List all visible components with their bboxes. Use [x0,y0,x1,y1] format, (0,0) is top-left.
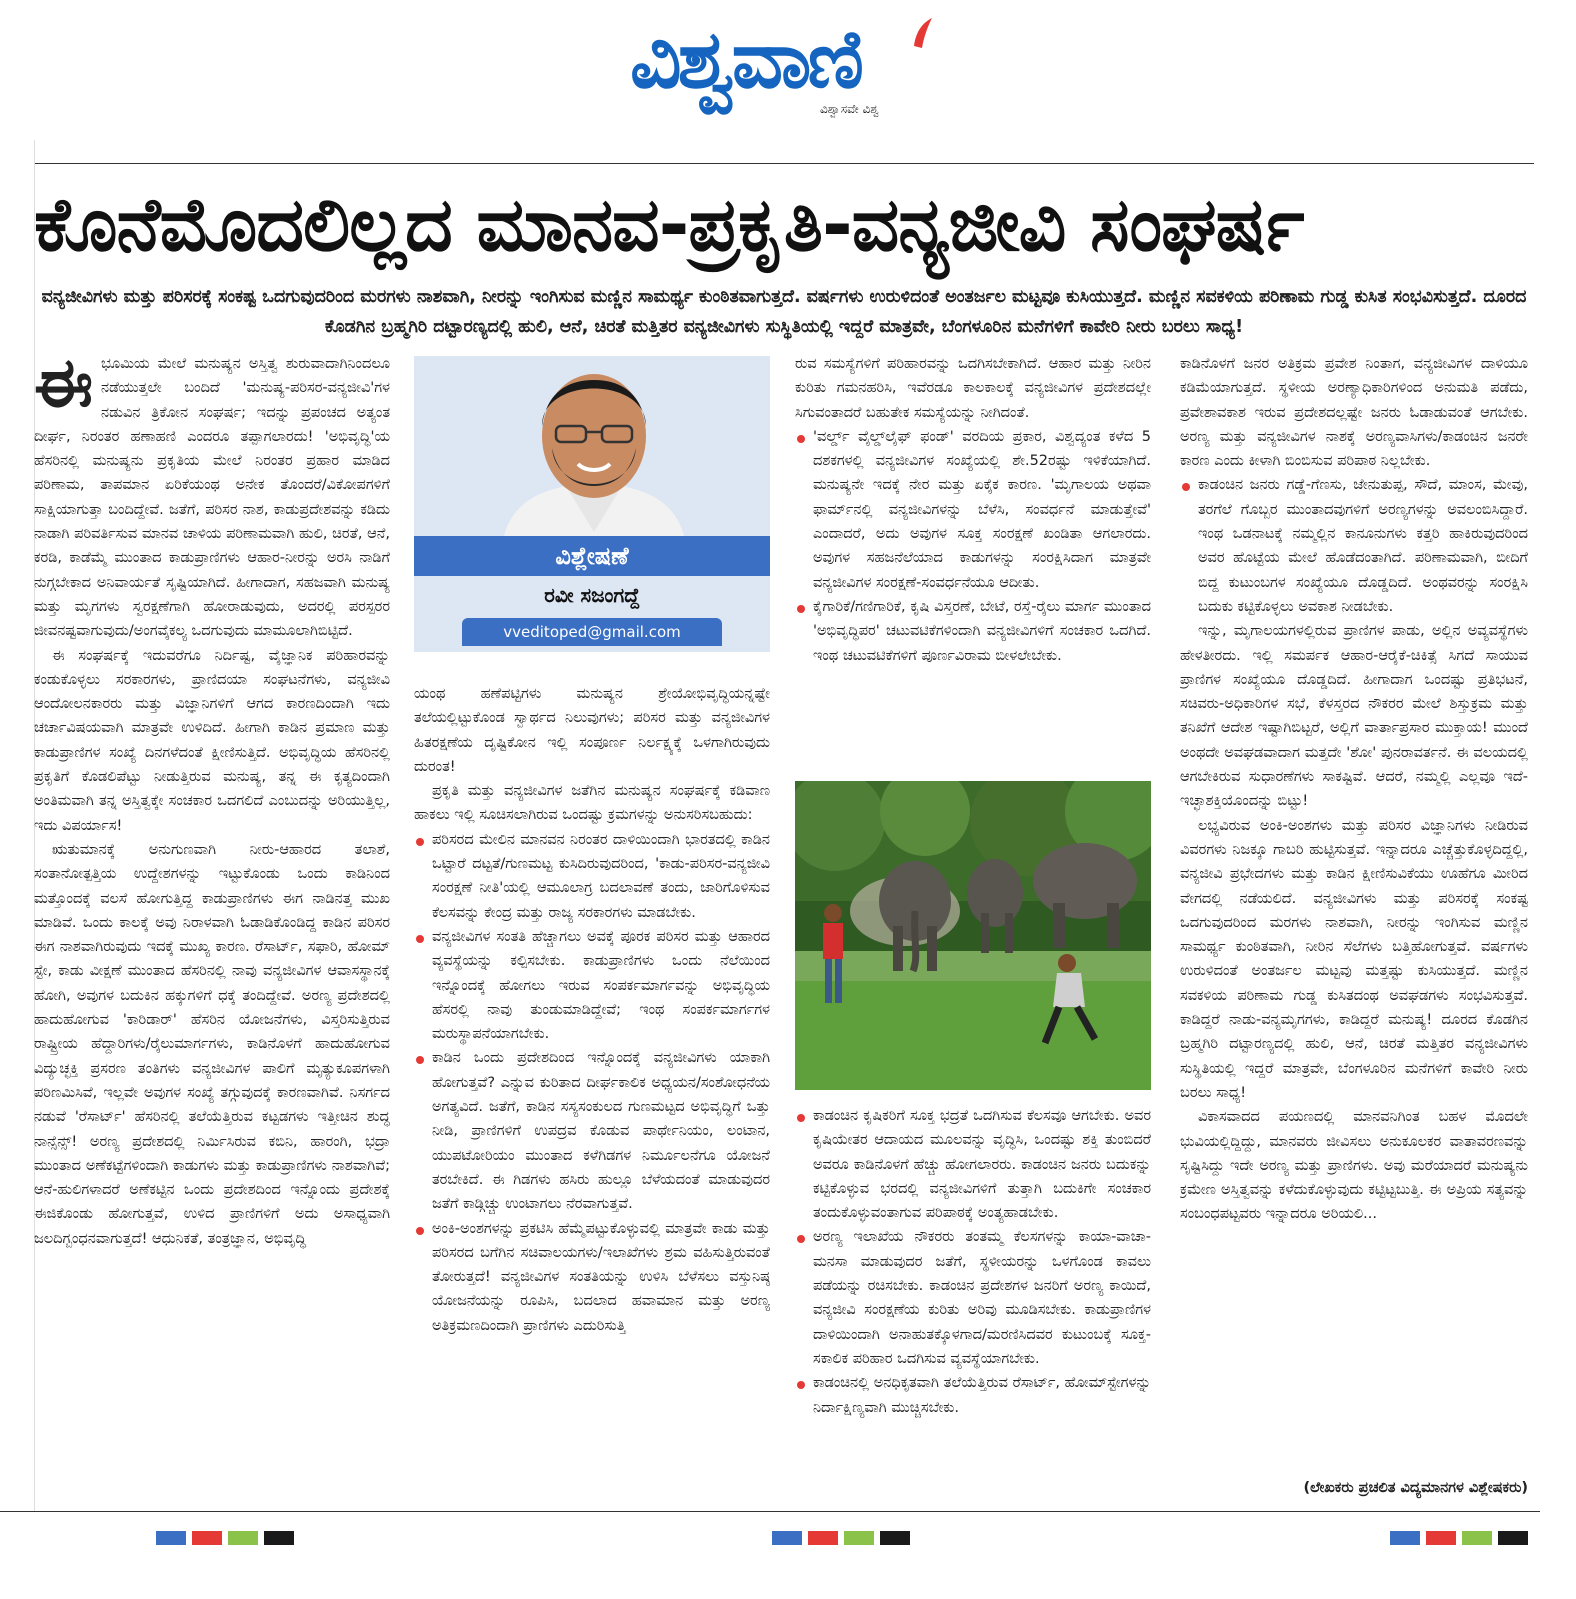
red-bullet-icon [416,1227,424,1235]
red-bullet-icon [797,1114,805,1122]
article-column-3 [795,352,1151,772]
drop-cap: ಈ [34,352,94,423]
list-item: ಕೈಗಾರಿಕೆ/ಗಣಿಗಾರಿಕೆ, ಕೃಷಿ ವಿಸ್ತರಣೆ, ಬೇಟೆ, ರಸ್ತೆ-ರೈಲು ಮಾರ್ಗ ಮುಂತಾದ 'ಅಭಿವೃದ್ಧಿಪರ' ಚಟುವಟಿಕೆಗಳಿಂದಾಗಿ ವನ್ಯಜೀವಿಗಳಿಗೆ ಸಂಚಕಾರ ಒದಗಿದೆ. ಇಂಥ ಚಟುವಟಿಕೆಗಳಿಗೆ ಪೂರ್ಣವಿರಾಮ ಬೀಳಲೇಬೇಕು. [795,595,1151,668]
list-item: 'ವರ್ಲ್ಡ್ ವೈಲ್ಡ್‌ಲೈಫ್ ಫಂಡ್' ವರದಿಯ ಪ್ರಕಾರ, ವಿಶ್ವದ್ಯಂತ ಕಳೆದ 5 ದಶಕಗಳಲ್ಲಿ ವನ್ಯಜೀವಿಗಳ ಸಂಖ್ಯೆಯಲ್ಲಿ ಶೇ.52ರಷ್ಟು ಇಳಿಕೆಯಾಗಿದೆ. ಮನುಷ್ಯನೇ ಇದಕ್ಕೆ ನೇರ ಮತ್ತು ಏಕೈಕ ಕಾರಣ. 'ಮೃಗಾಲಯ ಅಥವಾ ಫಾರ್ಮ್‌ನಲ್ಲಿ ವನ್ಯಜೀವಿಗಳನ್ನು ಬೆಳೆಸಿ, ಸಂವರ್ಧನೆ ಮಾಡುತ್ತೇವೆ' ಎಂದಾದರೆ, ಅದು ಅವುಗಳ ಸೂಕ್ತ ಸಂರಕ್ಷಣೆ ಖಂಡಿತಾ ಆಗಲಾರದು. ಅವುಗಳ ಸಹಜನೆಲೆಯಾದ ಕಾಡುಗಳನ್ನು ಸಂರಕ್ಷಿಸಿದಾಗ ಮಾತ್ರವೇ ವನ್ಯಜೀವಿಗಳ ಸಂರಕ್ಷಣೆ-ಸಂವರ್ಧನೆಯೂ ಆದೀತು. [795,425,1151,595]
list-item: ಕಾಡಂಚಿನ ಕೃಷಿಕರಿಗೆ ಸೂಕ್ತ ಭದ್ರತೆ ಒದಗಿಸುವ ಕೆಲಸವೂ ಆಗಬೇಕು. ಅವರ ಕೃಷಿಯೇತರ ಆದಾಯದ ಮೂಲವನ್ನು ವೃದ್ಧಿಸಿ, ಒಂದಷ್ಟು ಶಕ್ತಿ ತುಂಬಿದರೆ ಅವರೂ ಕಾಡಿನೊಳಗೆ ಹೆಚ್ಚು ಹೋಗಲಾರರು. ಕಾಡಂಚಿನ ಜನರು ಬದುಕನ್ನು ಕಟ್ಟಿಕೊಳ್ಳುವ ಭರದಲ್ಲಿ ವನ್ಯಜೀವಿಗಳಿಗೆ ತುತ್ತಾಗಿ ಬದುಕಿಗೇ ಸಂಚಕಾರ ತಂದುಕೊಳ್ಳುವಂತಾಗುವ ಪರಿಪಾಠಕ್ಕೆ ಅಂತ್ಯಹಾಡಬೇಕು. [795,1104,1151,1225]
author-credit: (ಲೇಖಕರು ಪ್ರಚಲಿತ ವಿದ್ಯಮಾನಗಳ ವಿಶ್ಲೇಷಕರು) [1303,1480,1528,1496]
article-column-3-continued [795,1104,1151,1492]
cropped-top-strip [34,128,1534,142]
bullet-list [795,1104,1151,1420]
paragraph: ರುವ ಸಮಸ್ಯೆಗಳಿಗೆ ಪರಿಹಾರವನ್ನು ಒದಗಿಸಬೇಕಾಗಿದೆ. ಆಹಾರ ಮತ್ತು ನೀರಿನ ಕುರಿತು ಗಮನಹರಿಸಿ, ಇವೆರಡೂ ಕಾಲಕಾಲಕ್ಕೆ ವನ್ಯಜೀವಿಗಳ ಪ್ರದೇಶದಲ್ಲೇ ಸಿಗುವಂತಾದರೆ ಬಹುತೇಕ ಸಮಸ್ಯೆಯನ್ನು ನೀಗಿದಂತೆ. [795,356,1151,421]
red-bullet-icon [416,935,424,943]
paragraph: ಲಭ್ಯವಿರುವ ಅಂಕಿ-ಅಂಶಗಳು ಮತ್ತು ಪರಿಸರ ವಿಜ್ಞಾನಿಗಳು ನೀಡಿರುವ ವಿವರಗಳು ನಿಜಕ್ಕೂ ಗಾಬರಿ ಹುಟ್ಟಿಸುತ್ತವೆ. ಇನ್ನಾದರೂ ಎಚ್ಚೆತ್ತುಕೊಳ್ಳದಿದ್ದಲ್ಲಿ, ವನ್ಯಜೀವಿ ಪ್ರಭೇದಗಳು ಮತ್ತು ಕಾಡಿನ ಕ್ಷೀಣಿಸುವಿಕೆಯು ಊಹೆಗೂ ಮೀರಿದ ವೇಗದಲ್ಲಿ ನಡೆಯಲಿದೆ. ವನ್ಯಜೀವಿಗಳು ಮತ್ತು ಪರಿಸರಕ್ಕೆ ಸಂಕಷ್ಟ ಒದಗುವುದರಿಂದ ಮರಗಳು ನಾಶವಾಗಿ, ನೀರನ್ನು ಇಂಗಿಸುವ ಮಣ್ಣಿನ ಸಾಮರ್ಥ್ಯ ಕುಂಠಿತವಾಗಿ, ನೀರಿನ ಸೆಲೆಗಳು ಬತ್ತಿಹೋಗುತ್ತವೆ. ವರ್ಷಗಳು ಉರುಳಿದಂತೆ ಅಂತರ್ಜಲ ಮಟ್ಟವು ಮತ್ತಷ್ಟು ಕುಸಿಯುತ್ತದೆ. ಮಣ್ಣಿನ ಸವಕಳಿಯ ಪರಿಣಾಮ ಗುಡ್ಡ ಕುಸಿತದಂಥ ಅವಘಡಗಳು ಸಂಭವಿಸುತ್ತವೆ. ಕಾಡಿದ್ದರೆ ನಾಡು-ವನ್ಯಮೃಗಗಳು, ಕಾಡಿದ್ದರೆ ಮನುಷ್ಯ! ದೂರದ ಕೊಡಗಿನ ಬ್ರಹ್ಮಗಿರಿ ದಟ್ಟಾರಣ್ಯದಲ್ಲಿ ಹುಲಿ, ಆನೆ, ಚಿರತೆ ಮತ್ತಿತರ ವನ್ಯಜೀವಿಗಳು ಸುಸ್ಥಿತಿಯಲ್ಲಿ ಇದ್ದರೆ ಮಾತ್ರವೇ, ಬೆಂಗಳೂರಿನ ಮನೆಗಳಿಗೆ ಕಾವೇರಿ ನೀರು ಬರಲು ಸಾಧ್ಯ! [1180,817,1528,1101]
red-bullet-icon [797,1381,805,1389]
author-portrait [484,356,704,536]
paragraph: ಯಂಥ ಹಣೆಪಟ್ಟಿಗಳು ಮನುಷ್ಯನ ಶ್ರೇಯೋಭಿವೃದ್ಧಿಯನ್ನಷ್ಟೇ ತಲೆಯಲ್ಲಿಟ್ಟುಕೊಂಡ ಸ್ವಾರ್ಥದ ನಿಲುವುಗಳು; ಪರಿಸರ ಮತ್ತು ವನ್ಯಜೀವಿಗಳ ಹಿತರಕ್ಷಣೆಯ ದೃಷ್ಟಿಕೋನ ಇಲ್ಲಿ ಸಂಪೂರ್ಣ ನಿರ್ಲಕ್ಷ್ಯಕ್ಕೆ ಒಳಗಾಗಿರುವುದು ದುರಂತ! [414,686,770,775]
article-column-2 [414,682,770,1492]
newspaper-logo [630,10,950,118]
reg-mark-red [192,1531,222,1545]
reg-mark-green [1462,1531,1492,1545]
list-item: ಅರಣ್ಯ ಇಲಾಖೆಯ ನೌಕರರು ತಂತಮ್ಮ ಕೆಲಸಗಳನ್ನು ಕಾಯಾ-ವಾಚಾ-ಮನಸಾ ಮಾಡುವುದರ ಜತೆಗೆ, ಸ್ಥಳೀಯರನ್ನು ಒಳಗೊಂಡ ಕಾವಲು ಪಡೆಯನ್ನು ರಚಿಸಬೇಕು. ಕಾಡಂಚಿನ ಪ್ರದೇಶಗಳ ಜನರಿಗೆ ಅರಣ್ಯ ಕಾಯಿದೆ, ವನ್ಯಜೀವಿ ಸಂರಕ್ಷಣೆಯ ಕುರಿತು ಅರಿವು ಮೂಡಿಸಬೇಕು. ಕಾಡುಪ್ರಾಣಿಗಳ ದಾಳಿಯಿಂದಾಗಿ ಅನಾಹುತಕ್ಕೊಳಗಾದ/ಮರಣಿಸಿದವರ ಕುಟುಂಬಕ್ಕೆ ಸೂಕ್ತ-ಸಕಾಲಿಕ ಪರಿಹಾರ ಒದಗಿಸುವ ವ್ಯವಸ್ಥೆಯಾಗಬೇಕು. [795,1225,1151,1371]
list-item: ಕಾಡಂಚಿನಲ್ಲಿ ಅನಧಿಕೃತವಾಗಿ ತಲೆಯೆತ್ತಿರುವ ರೆಸಾರ್ಟ್, ಹೋಮ್‌ಸ್ಟೇಗಳನ್ನು ನಿರ್ದಾಕ್ಷಿಣ್ಯವಾಗಿ ಮುಚ್ಚಿಸಬೇಕು. [795,1371,1151,1420]
article-headline: ಕೊನೆಮೊದಲಿಲ್ಲದ ಮಾನವ-ಪ್ರಕೃತಿ-ವನ್ಯಜೀವಿ ಸಂಘರ್ಷ [34,182,1304,268]
paragraph: ಋತುಮಾನಕ್ಕೆ ಅನುಗುಣವಾಗಿ ನೀರು-ಆಹಾರದ ತಲಾಶೆ, ಸಂತಾನೋತ್ಪತ್ತಿಯ ಉದ್ದೇಶಗಳನ್ನು ಇಟ್ಟುಕೊಂಡು ಒಂದು ಕಾಡಿನಿಂದ ಮತ್ತೊಂದಕ್ಕೆ ವಲಸೆ ಹೋಗುತ್ತಿದ್ದ ಕಾಡುಪ್ರಾಣಿಗಳು ಈಗ ನಾಡಿನತ್ತ ಮುಖ ಮಾಡಿವೆ. ಒಂದು ಕಾಲಕ್ಕೆ ಅವು ನಿರಾಳವಾಗಿ ಓಡಾಡಿಕೊಂಡಿದ್ದ ಕಾಡಿನ ಪರಿಸರ ಈಗ ನಾಶವಾಗಿರುವುದು ಇದಕ್ಕೆ ಮುಖ್ಯ ಕಾರಣ. ರೆಸಾರ್ಟ್, ಸಫಾರಿ, ಹೋಮ್ ಸ್ಟೇ, ಕಾಡು ವೀಕ್ಷಣೆ ಮುಂತಾದ ಹೆಸರಿನಲ್ಲಿ ನಾವು ವನ್ಯಜೀವಿಗಳ ಆವಾಸಸ್ಥಾನಕ್ಕೆ ಹೋಗಿ, ಅವುಗಳ ಬದುಕಿನ ಹಕ್ಕುಗಳಿಗೆ ಧಕ್ಕೆ ತಂದಿದ್ದೇವೆ. ಅರಣ್ಯ ಪ್ರದೇಶದಲ್ಲಿ ಹಾದುಹೋಗುವ 'ಕಾರಿಡಾರ್' ಹೆಸರಿನ ಯೋಜನೆಗಳು, ವಿಸ್ತರಿಸುತ್ತಿರುವ ರಾಷ್ಟ್ರೀಯ ಹೆದ್ದಾರಿಗಳು/ರೈಲುಮಾರ್ಗಗಳು, ಕಾಡಿನೊಳಗೆ ಹಾದುಹೋಗುವ ವಿದ್ಯುಚ್ಛಕ್ತಿ ಪ್ರಸರಣ ತಂತಿಗಳು ವನ್ಯಜೀವಿಗಳ ಪಾಲಿಗೆ ಮೃತ್ಯುಕೂಪಗಳಾಗಿ ಪರಿಣಮಿಸಿವೆ, ಇಲ್ಲವೇ ಅವುಗಳ ಸಂಖ್ಯೆ ತಗ್ಗುವುದಕ್ಕೆ ಕಾರಣವಾಗಿವೆ. ನಿಸರ್ಗದ ನಡುವೆ 'ರೆಸಾರ್ಟ್' ಹೆಸರಿನಲ್ಲಿ ತಲೆಯೆತ್ತಿರುವ ಕಟ್ಟಡಗಳು ಇತ್ತೀಚಿನ ಶುದ್ಧ ನಾನ್ಸೆನ್ಸ್! ಅರಣ್ಯ ಪ್ರದೇಶದಲ್ಲಿ ನಿರ್ಮಿಸಿರುವ ಕಬಿನಿ, ಹಾರಂಗಿ, ಭದ್ರಾ ಮುಂತಾದ ಅಣೆಕಟ್ಟೆಗಳಿಂದಾಗಿ ಕಾಡುಗಳು ಮತ್ತು ಕಾಡುಪ್ರಾಣಿಗಳು ನಾಶವಾಗಿವೆ; ಆನೆ-ಹುಲಿಗಳಾದರೆ ಅಣೆಕಟ್ಟಿನ ಒಂದು ಪ್ರದೇಶದಿಂದ ಇನ್ನೊಂದು ಪ್ರದೇಶಕ್ಕೆ ಈಜಿಕೊಂಡು ಹೋಗುತ್ತವೆ, ಉಳಿದ ಪ್ರಾಣಿಗಳಿಗೆ ಅದು ಅಸಾಧ್ಯವಾಗಿ ಜಲದಿಗ್ಬಂಧನವಾಗುತ್ತದೆ! ಆಧುನಿಕತೆ, ತಂತ್ರಜ್ಞಾನ, ಅಭಿವೃದ್ಧಿ [34,841,390,1247]
author-box [414,356,770,652]
reg-mark-black [264,1531,294,1545]
article-column-1 [34,352,390,1492]
paragraph: ವಿಕಾಸವಾದದ ಪಯಣದಲ್ಲಿ ಮಾನವನಿಗಿಂತ ಬಹಳ ಮೊದಲೇ ಭುವಿಯಲ್ಲಿದ್ದಿದ್ದು, ಮಾನವರು ಜೀವಿಸಲು ಅನುಕೂಲಕರ ವಾತಾವರಣವನ್ನು ಸೃಷ್ಟಿಸಿದ್ದು ಇದೇ ಅರಣ್ಯ ಮತ್ತು ಪ್ರಾಣಿಗಳು. ಅವು ಮರೆಯಾದರೆ ಮನುಷ್ಯನು ಕ್ರಮೇಣ ಅಸ್ತಿತ್ವವನ್ನು ಕಳೆದುಕೊಳ್ಳುವುದು ಕಟ್ಟಿಟ್ಟಬುತ್ತಿ. ಈ ಅಪ್ರಿಯ ಸತ್ಯವನ್ನು ಸಂಬಂಧಪಟ್ಟವರು ಇನ್ನಾದರೂ ಅರಿಯಲಿ... [1180,1109,1528,1223]
article-column-4 [1180,352,1528,1474]
author-name: ರವೀ ಸಜಂಗದ್ದೆ [544,583,640,607]
list-item: ಪರಿಸರದ ಮೇಲಿನ ಮಾನವನ ನಿರಂತರ ದಾಳಿಯಿಂದಾಗಿ ಭಾರತದಲ್ಲಿ ಕಾಡಿನ ಒಟ್ಟಾರೆ ದಟ್ಟತೆ/ಗುಣಮಟ್ಟ ಕುಸಿದಿರುವುದರಿಂದ, 'ಕಾಡು-ಪರಿಸರ-ವನ್ಯಜೀವಿ ಸಂರಕ್ಷಣೆ ನೀತಿ'ಯಲ್ಲಿ ಆಮೂಲಾಗ್ರ ಬದಲಾವಣೆ ತಂದು, ಜಾರಿಗೊಳಿಸುವ ಕೆಲಸವನ್ನು ಕೇಂದ್ರ ಮತ್ತು ರಾಜ್ಯ ಸರಕಾರಗಳು ಮಾಡಬೇಕು. [414,828,770,925]
reg-mark-blue [1390,1531,1420,1545]
paragraph: ಇನ್ನು, ಮೃಗಾಲಯಗಳಲ್ಲಿರುವ ಪ್ರಾಣಿಗಳ ಪಾಡು, ಅಲ್ಲಿನ ಅವ್ಯವಸ್ಥೆಗಳು ಹೇಳತೀರದು. ಇಲ್ಲಿ ಸಮರ್ಪಕ ಆಹಾರ-ಆರೈಕೆ-ಚಿಕಿತ್ಸೆ ಸಿಗದೆ ಸಾಯುವ ಪ್ರಾಣಿಗಳ ಸಂಖ್ಯೆಯೂ ದೊಡ್ಡದಿದೆ. ಹೀಗಾದಾಗ ಒಂದಷ್ಟು ಪ್ರತಿಭಟನೆ, ಸಚಿವರು-ಅಧಿಕಾರಿಗಳ ಸಭೆ, ಕೆಳಸ್ತರದ ನೌಕರರ ಮೇಲೆ ಶಿಸ್ತುಕ್ರಮ ಮತ್ತು ತನಿಖೆಗೆ ಆದೇಶ ಇಷ್ಟಾಗಿಬಿಟ್ಟರೆ, ಅಲ್ಲಿಗೆ ವಾರ್ತಾಪ್ರಸಾರ ಮುಕ್ತಾಯ! ಮುಂದೆ ಅಂಥದೇ ಅವಘಡವಾದಾಗ ಮತ್ತದೇ 'ಶೋ' ಪುನರಾವರ್ತನೆ. ಈ ವಲಯದಲ್ಲಿ ಆಗಬೇಕಿರುವ ಸುಧಾರಣೆಗಳು ಸಾಕಷ್ಟಿವೆ. ಆದರೆ, ನಮ್ಮಲ್ಲಿ ಎಲ್ಲವೂ ಇದೆ- ಇಚ್ಛಾಶಕ್ತಿಯೊಂದನ್ನು ಬಿಟ್ಟು! [1180,623,1528,810]
registration-marks-right [1390,1530,1534,1544]
registration-marks-center [772,1530,916,1544]
logo-swoosh-icon [910,16,936,52]
author-email: vveditoped@gmail.com [462,618,722,646]
paragraph-text: ಭೂಮಿಯ ಮೇಲೆ ಮನುಷ್ಯನ ಅಸ್ತಿತ್ವ ಶುರುವಾದಾಗಿನಿಂದಲೂ ನಡೆಯುತ್ತಲೇ ಬಂದಿದೆ 'ಮನುಷ್ಯ-ಪರಿಸರ-ವನ್ಯಜೀವಿ'ಗಳ ನಡುವಿನ ತ್ರಿಕೋನ ಸಂಘರ್ಷ; ಇದನ್ನು ಪ್ರಪಂಚದ ಅತ್ಯಂತ ದೀರ್ಘ, ನಿರಂತರ ಹಣಾಹಣಿ ಎಂದರೂ ತಪ್ಪಾಗಲಾರದು! 'ಅಭಿವೃದ್ಧಿ'ಯ ಹೆಸರಿನಲ್ಲಿ ಮನುಷ್ಯನು ಪ್ರಕೃತಿಯ ಮೇಲೆ ನಿರಂತರ ಪ್ರಹಾರ ಮಾಡಿದ ಪರಿಣಾಮ, ತಾಪಮಾನ ಏರಿಕೆಯಂಥ ಅನೇಕ ತೊಂದರೆ/ವಿಕೋಪಗಳಿಗೆ ಸಾಕ್ಷಿಯಾಗುತ್ತಾ ಬಂದಿದ್ದೇವೆ. ಜತೆಗೆ, ಪರಿಸರ ನಾಶ, ಕಾಡುಪ್ರದೇಶವನ್ನು ಕಡಿದು ನಾಡಾಗಿ ಪರಿವರ್ತಿಸುವ ಮಾನವ ಚಾಳಿಯ ಪರಿಣಾಮವಾಗಿ ಹುಲಿ, ಚಿರತೆ, ಆನೆ, ಕರಡಿ, ಕಾಡೆಮ್ಮೆ ಮುಂತಾದ ಕಾಡುಪ್ರಾಣಿಗಳು ಆಹಾರ-ನೀರನ್ನು ಅರಸಿ ನಾಡಿಗೆ ನುಗ್ಗಬೇಕಾದ ಅನಿವಾರ್ಯತೆ ಸೃಷ್ಟಿಯಾಗಿದೆ. ಹೀಗಾದಾಗ, ಸಹಜವಾಗಿ ಮನುಷ್ಯ ಮತ್ತು ಮೃಗಗಳು ಸ್ವರಕ್ಷಣೆಗಾಗಿ ಹೋರಾಡುವುದು, ಅದರಲ್ಲಿ ಪರಸ್ಪರರ ಜೀವನಷ್ಟವಾಗುವುದು/ಅಂಗವೈಕಲ್ಯ ಒದಗುವುದು ಮಾಮೂಲಾಗಿಬಿಟ್ಟಿದೆ. [34,356,390,640]
red-bullet-icon [797,435,805,443]
elephant-photo [795,781,1151,1090]
paragraph: ಈ ಸಂಘರ್ಷಕ್ಕೆ ಇದುವರೆಗೂ ನಿರ್ದಿಷ್ಟ, ವೈಜ್ಞಾನಿಕ ಪರಿಹಾರವನ್ನು ಕಂಡುಕೊಳ್ಳಲು ಸರಕಾರಗಳು, ಪ್ರಾಣಿದಯಾ ಸಂಘಟನೆಗಳು, ವನ್ಯಜೀವಿ ಆಂದೋಲನಕಾರರು ಮತ್ತು ವಿಜ್ಞಾನಿಗಳಿಗೆ ಆಗದ ಕಾರಣದಿಂದಾಗಿ ಇದು ಚರ್ಚಾವಿಷಯವಾಗಿ ಮಾತ್ರವೇ ಉಳಿದಿದೆ. ಹೀಗಾಗಿ ಕಾಡಿನ ಪ್ರಮಾಣ ಮತ್ತು ಕಾಡುಪ್ರಾಣಿಗಳ ಸಂಖ್ಯೆ ದಿನಗಳೆದಂತೆ ಕ್ಷೀಣಿಸುತ್ತಿದೆ. ಅಭಿವೃದ್ಧಿಯ ಹೆಸರಿನಲ್ಲಿ ಪ್ರಕೃತಿಗೆ ಕೊಡಲಿಪೆಟ್ಟು ನೀಡುತ್ತಿರುವ ಮನುಷ್ಯ, ತನ್ನ ಈ ಕೃತ್ಯದಿಂದಾಗಿ ಅಂತಿಮವಾಗಿ ತನ್ನ ಅಸ್ತಿತ್ವಕ್ಕೇ ಸಂಚಕಾರ ಒದಗಲಿದೆ ಎಂಬುದನ್ನು ಅರಿಯುತ್ತಿಲ್ಲ, ಇದು ವಿಪರ್ಯಾಸ! [34,647,390,834]
list-item: ಕಾಡಂಚಿನ ಜನರು ಗಡ್ಡೆ-ಗೆಣಸು, ಜೇನುತುಪ್ಪ, ಸೌದೆ, ಮಾಂಸ, ಮೇವು, ತರಗೆಲೆ ಗೊಬ್ಬರ ಮುಂತಾದವುಗಳಿಗೆ ಅರಣ್ಯಗಳನ್ನು ಅವಲಂಬಿಸಿದ್ದಾರೆ. ಇಂಥ ಒಡನಾಟಕ್ಕೆ ನಮ್ಮಲ್ಲಿನ ಕಾನೂನುಗಳು ಕತ್ತರಿ ಹಾಕಿರುವುದರಿಂದ ಅವರ ಹೊಟ್ಟೆಯ ಮೇಲೆ ಹೊಡೆದಂತಾಗಿದೆ. ಪರಿಣಾಮವಾಗಿ, ಬೀದಿಗೆ ಬಿದ್ದ ಕುಟುಂಬಗಳ ಸಂಖ್ಯೆಯೂ ದೊಡ್ಡದಿದೆ. ಅಂಥವರನ್ನು ಸಂರಕ್ಷಿಸಿ ಬದುಕು ಕಟ್ಟಿಕೊಳ್ಳಲು ಅವಕಾಶ ನೀಡಬೇಕು. [1180,473,1528,619]
bullet-list [414,828,770,1338]
reg-mark-green [228,1531,258,1545]
reg-mark-red [1426,1531,1456,1545]
reg-mark-blue [156,1531,186,1545]
logo-tagline: ವಿಶ್ವಾಸವೇ ವಿಶ್ವ [820,102,879,116]
bullet-list [1180,473,1528,619]
list-item: ಅಂಕಿ-ಅಂಶಗಳನ್ನು ಪ್ರಕಟಿಸಿ ಹೆಮ್ಮೆಪಟ್ಟುಕೊಳ್ಳುವಲ್ಲಿ ಮಾತ್ರವೇ ಕಾಡು ಮತ್ತು ಪರಿಸರದ ಬಗೆಗಿನ ಸಚಿವಾಲಯಗಳು/ಇಲಾಖೆಗಳು ಶ್ರಮ ವಹಿಸುತ್ತಿರುವಂತೆ ತೋರುತ್ತದೆ! ವನ್ಯಜೀವಿಗಳ ಸಂತತಿಯನ್ನು ಉಳಿಸಿ ಬೆಳೆಸಲು ವಸ್ತುನಿಷ್ಠ ಯೋಜನೆಯನ್ನು ರೂಪಿಸಿ, ಬದಲಾದ ಹವಾಮಾನ ಮತ್ತು ಅರಣ್ಯ ಅತಿಕ್ರಮಣದಿಂದಾಗಿ ಪ್ರಾಣಿಗಳು ಎದುರಿಸುತ್ತಿ [414,1217,770,1338]
paragraph: ಕಾಡಿನೊಳಗೆ ಜನರ ಅತಿಕ್ರಮ ಪ್ರವೇಶ ನಿಂತಾಗ, ವನ್ಯಜೀವಿಗಳ ದಾಳಿಯೂ ಕಡಿಮೆಯಾಗುತ್ತದೆ. ಸ್ಥಳೀಯ ಅರಣ್ಯಾಧಿಕಾರಿಗಳಿಂದ ಅನುಮತಿ ಪಡೆದು, ಪ್ರವೇಶಾವಕಾಶ ಇರುವ ಪ್ರದೇಶದಲ್ಲಷ್ಟೇ ಜನರು ಓಡಾಡುವಂತೆ ಆಗಬೇಕು. ಅರಣ್ಯ ಮತ್ತು ವನ್ಯಜೀವಿಗಳ ನಾಶಕ್ಕೆ ಅರಣ್ಯವಾಸಿಗಳು/ಕಾಡಂಚಿನ ಜನರೇ ಕಾರಣ ಎಂದು ಕೀಳಾಗಿ ಬಿಂಬಿಸುವ ಪರಿಪಾಠ ನಿಲ್ಲಬೇಕು. [1180,356,1528,470]
paragraph: ಪ್ರಕೃತಿ ಮತ್ತು ವನ್ಯಜೀವಿಗಳ ಜತೆಗಿನ ಮನುಷ್ಯನ ಸಂಘರ್ಷಕ್ಕೆ ಕಡಿವಾಣ ಹಾಕಲು ಇಲ್ಲಿ ಸೂಚಿಸಲಾಗಿರುವ ಒಂದಷ್ಟು ಕ್ರಮಗಳನ್ನು ಅನುಸರಿಸಬಹುದು: [414,783,770,824]
red-bullet-icon [797,1235,805,1243]
paragraph [34,352,390,644]
section-label: ವಿಶ್ಲೇಷಣೆ [414,536,770,576]
top-rule [34,163,1534,164]
red-bullet-icon [1182,483,1190,491]
list-item: ವನ್ಯಜೀವಿಗಳ ಸಂತತಿ ಹೆಚ್ಚಾಗಲು ಅವಕ್ಕೆ ಪೂರಕ ಪರಿಸರ ಮತ್ತು ಆಹಾರದ ವ್ಯವಸ್ಥೆಯನ್ನು ಕಲ್ಪಿಸಬೇಕು. ಕಾಡುಪ್ರಾಣಿಗಳು ಒಂದು ನೆಲೆಯಿಂದ ಇನ್ನೊಂದಕ್ಕೆ ಹೋಗಲು ಇರುವ ಸಂಪರ್ಕಮಾರ್ಗವನ್ನು ಅಭಿವೃದ್ಧಿಯ ಹೆಸರಲ್ಲಿ ನಾವು ತುಂಡುಮಾಡಿದ್ದೇವೆ; ಇಂಥ ಸಂಪರ್ಕಮಾರ್ಗಗಳ ಮರುಸ್ಥಾಪನೆಯಾಗಬೇಕು. [414,925,770,1046]
red-bullet-icon [416,838,424,846]
logo-wordmark: ವಿಶ್ವವಾಣಿ [630,13,860,106]
red-bullet-icon [416,1056,424,1064]
reg-mark-red [808,1531,838,1545]
reg-mark-blue [772,1531,802,1545]
masthead [0,0,1576,130]
registration-marks-left [156,1530,300,1544]
article-deck: ವನ್ಯಜೀವಿಗಳು ಮತ್ತು ಪರಿಸರಕ್ಕೆ ಸಂಕಷ್ಟ ಒದಗುವುದರಿಂದ ಮರಗಳು ನಾಶವಾಗಿ, ನೀರನ್ನು ಇಂಗಿಸುವ ಮಣ್ಣಿನ ಸಾಮರ್ಥ್ಯ ಕುಂಠಿತವಾಗುತ್ತದೆ. ವರ್ಷಗಳು ಉರುಳಿದಂತೆ ಅಂತರ್ಜಲ ಮಟ್ಟವೂ ಕುಸಿಯುತ್ತದೆ. ಮಣ್ಣಿನ ಸವಕಳಿಯ ಪರಿಣಾಮ ಗುಡ್ಡ ಕುಸಿತ ಸಂಭವಿಸುತ್ತದೆ. ದೂರದ ಕೊಡಗಿನ ಬ್ರಹ್ಮಗಿರಿ ದಟ್ಟಾರಣ್ಯದಲ್ಲಿ ಹುಲಿ, ಆನೆ, ಚಿರತೆ ಮತ್ತಿತರ ವನ್ಯಜೀವಿಗಳು ಸುಸ್ಥಿತಿಯಲ್ಲಿ ಇದ್ದರೆ ಮಾತ್ರವೇ, ಬೆಂಗಳೂರಿನ ಮನೆಗಳಿಗೆ ಕಾವೇರಿ ನೀರು ಬರಲು ಸಾಧ್ಯ! [41,287,1527,337]
reg-mark-black [880,1531,910,1545]
reg-mark-black [1498,1531,1528,1545]
red-bullet-icon [797,605,805,613]
reg-mark-green [844,1531,874,1545]
bottom-rule [0,1511,1540,1512]
bullet-list [795,425,1151,668]
list-item: ಕಾಡಿನ ಒಂದು ಪ್ರದೇಶದಿಂದ ಇನ್ನೊಂದಕ್ಕೆ ವನ್ಯಜೀವಿಗಳು ಯಾಕಾಗಿ ಹೋಗುತ್ತವೆ? ಎನ್ನುವ ಕುರಿತಾದ ದೀರ್ಘಕಾಲಿಕ ಅಧ್ಯಯನ/ಸಂಶೋಧನೆಯ ಅಗತ್ಯವಿದೆ. ಜತೆಗೆ, ಕಾಡಿನ ಸಸ್ಯಸಂಕುಲದ ಗುಣಮಟ್ಟದ ಅಭಿವೃದ್ಧಿಗೆ ಒತ್ತು ನೀಡಿ, ಪ್ರಾಣಿಗಳಿಗೆ ಉಪದ್ರವ ಕೊಡುವ ಪಾರ್ಥೇನಿಯಂ, ಲಂಟಾನ, ಯುಪಟೋರಿಯಂ ಮುಂತಾದ ಕಳೆಗಿಡಗಳ ನಿರ್ಮೂಲನೆಗೂ ಯೋಜನೆ ತರಬೇಕಿದೆ. ಈ ಗಿಡಗಳು ಹಸಿರು ಹುಲ್ಲೂ ಬೆಳೆಯದಂತೆ ಮಾಡುವುದರ ಜತೆಗೆ ಕಾಡ್ಗಿಚ್ಚು ಉಂಟಾಗಲು ನೆರವಾಗುತ್ತವೆ. [414,1046,770,1216]
